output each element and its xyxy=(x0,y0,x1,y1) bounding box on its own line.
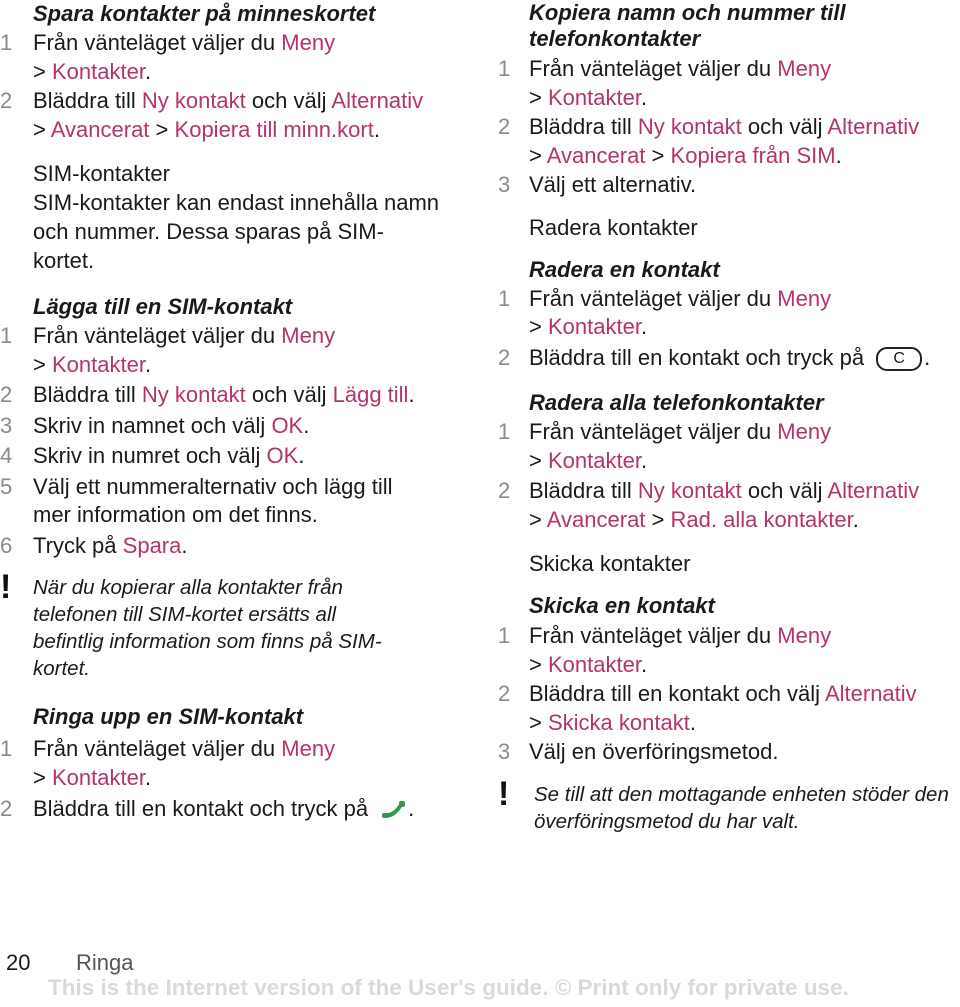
step-3: 3 Välj ett alternativ. xyxy=(498,172,697,197)
advanced-link[interactable]: Avancerat xyxy=(546,142,646,168)
heading-delete-contacts: Radera kontakter xyxy=(529,214,698,240)
contacts-link[interactable]: Kontakter xyxy=(51,58,145,84)
menu-link[interactable]: Meny xyxy=(281,323,336,348)
contacts-link[interactable]: Kontakter xyxy=(547,447,641,473)
copy-from-sim-link[interactable]: Kopiera från SIM xyxy=(670,142,836,168)
options-link[interactable]: Alternativ xyxy=(827,478,920,503)
heading-send-one-contact: Skicka en kontakt xyxy=(529,593,715,618)
section-name: Ringa xyxy=(76,950,134,975)
ok-link[interactable]: OK xyxy=(271,412,304,438)
heading-copy-to-phone: Kopiera namn och nummer till telefonkontakter xyxy=(529,0,846,51)
new-contact-link[interactable]: Ny kontakt xyxy=(141,382,246,407)
step-1: 1 Från vänteläget väljer du Meny > Kontakter. xyxy=(498,623,832,677)
new-contact-link[interactable]: Ny kontakt xyxy=(637,114,742,139)
step-1: 1 Från vänteläget väljer du Meny > Kontakter. xyxy=(498,419,832,473)
exclamation-icon: ! xyxy=(498,774,510,813)
contacts-link[interactable]: Kontakter xyxy=(547,314,641,339)
delete-all-contacts-link[interactable]: Rad. alla kontakter xyxy=(670,506,853,532)
step-2: 2 Bläddra till en kontakt och tryck på . xyxy=(0,796,415,821)
page-footer xyxy=(6,948,133,978)
step-2: 2 Bläddra till Ny kontakt och välj Alternativ > Avancerat > Kopiera till minn.kort. xyxy=(0,88,424,142)
options-link[interactable]: Alternativ xyxy=(824,681,917,706)
save-link[interactable]: Spara xyxy=(122,532,182,558)
disclaimer: This is the Internet version of the User's guide. © Print only for private use. xyxy=(48,975,849,1000)
step-4: 4 Skriv in numret och välj OK. xyxy=(0,443,305,468)
step-2: 2 Bläddra till en kontakt och tryck på C . xyxy=(498,344,931,370)
heading-add-sim-contact: Lägga till en SIM-kontakt xyxy=(33,294,293,319)
page-number: 20 xyxy=(6,950,31,975)
step-6: 6 Tryck på Spara. xyxy=(0,532,188,558)
send-contact-link[interactable]: Skicka kontakt xyxy=(547,709,690,735)
left-column xyxy=(0,0,470,824)
step-5: 5 Välj ett nummeralternativ och lägg till mer information om det finns. xyxy=(0,473,393,527)
step-1: 1 Från vänteläget väljer du Meny > Kontakter. xyxy=(498,56,832,110)
menu-link[interactable]: Meny xyxy=(777,419,832,444)
copy-to-memory-card-link[interactable]: Kopiera till minn.kort xyxy=(174,116,374,142)
warning-note: ! Se till att den mottagande enheten stöder den överföringsmetod du har valt. xyxy=(498,774,949,833)
heading-call-sim-contact: Ringa upp en SIM-kontakt xyxy=(33,704,304,729)
add-link[interactable]: Lägg till xyxy=(332,382,409,407)
new-contact-link[interactable]: Ny kontakt xyxy=(141,88,246,113)
step-1: 1 Från vänteläget väljer du Meny > Kontakter. xyxy=(498,285,832,339)
step-1: 1 Från vänteläget väljer du Meny > Kontakter. xyxy=(0,30,336,84)
options-link[interactable]: Alternativ xyxy=(827,114,920,139)
menu-link[interactable]: Meny xyxy=(777,285,832,311)
menu-link[interactable]: Meny xyxy=(777,56,832,81)
heading-save-to-memory-card: Spara kontakter på minneskortet xyxy=(33,1,376,26)
step-1: 1 Från vänteläget väljer du Meny > Kontakter. xyxy=(0,736,336,790)
options-link[interactable]: Alternativ xyxy=(331,88,424,113)
step-2: 2 Bläddra till Ny kontakt och välj Lägg till. xyxy=(0,382,415,407)
c-key-icon: C xyxy=(876,347,922,371)
heading-sim-contacts: SIM-kontakter xyxy=(33,161,170,186)
step-2: 2 Bläddra till Ny kontakt och välj Alternativ > Avancerat > Rad. alla kontakter. xyxy=(498,478,920,532)
menu-link[interactable]: Meny xyxy=(281,736,336,761)
contacts-link[interactable]: Kontakter xyxy=(547,84,641,110)
heading-delete-one-contact: Radera en kontakt xyxy=(529,256,720,282)
heading-send-contacts: Skicka kontakter xyxy=(529,551,691,576)
heading-delete-all-contacts: Radera alla telefonkontakter xyxy=(529,390,824,415)
step-3: 3 Välj en överföringsmetod. xyxy=(498,739,779,764)
new-contact-link[interactable]: Ny kontakt xyxy=(637,478,742,503)
step-2: 2 Bläddra till Ny kontakt och välj Alternativ > Avancerat > Kopiera från SIM. xyxy=(498,114,920,168)
right-column xyxy=(498,0,960,835)
step-2: 2 Bläddra till en kontakt och välj Alternativ > Skicka kontakt. xyxy=(498,681,917,735)
ok-link[interactable]: OK xyxy=(266,443,299,468)
menu-link[interactable]: Meny xyxy=(777,623,832,648)
contacts-link[interactable]: Kontakter xyxy=(547,651,641,677)
contacts-link[interactable]: Kontakter xyxy=(51,764,145,790)
sim-contacts-description: SIM-kontakter kan endast innehålla namn och nummer. Dessa sparas på SIM-kortet. xyxy=(33,190,440,273)
advanced-link[interactable]: Avancerat xyxy=(546,506,646,532)
advanced-link[interactable]: Avancerat xyxy=(50,116,150,142)
menu-link[interactable]: Meny xyxy=(281,30,336,55)
contacts-link[interactable]: Kontakter xyxy=(51,351,145,377)
green-call-key-icon xyxy=(380,799,408,821)
step-3: 3 Skriv in namnet och välj OK. xyxy=(0,412,310,438)
step-1: 1 Från vänteläget väljer du Meny > Kontakter. xyxy=(0,323,336,377)
warning-note: ! När du kopierar alla kontakter från telefonen till SIM-kortet ersätts all befintlig information som finns på SIM-kortet. xyxy=(0,568,382,680)
exclamation-icon: ! xyxy=(0,568,12,606)
